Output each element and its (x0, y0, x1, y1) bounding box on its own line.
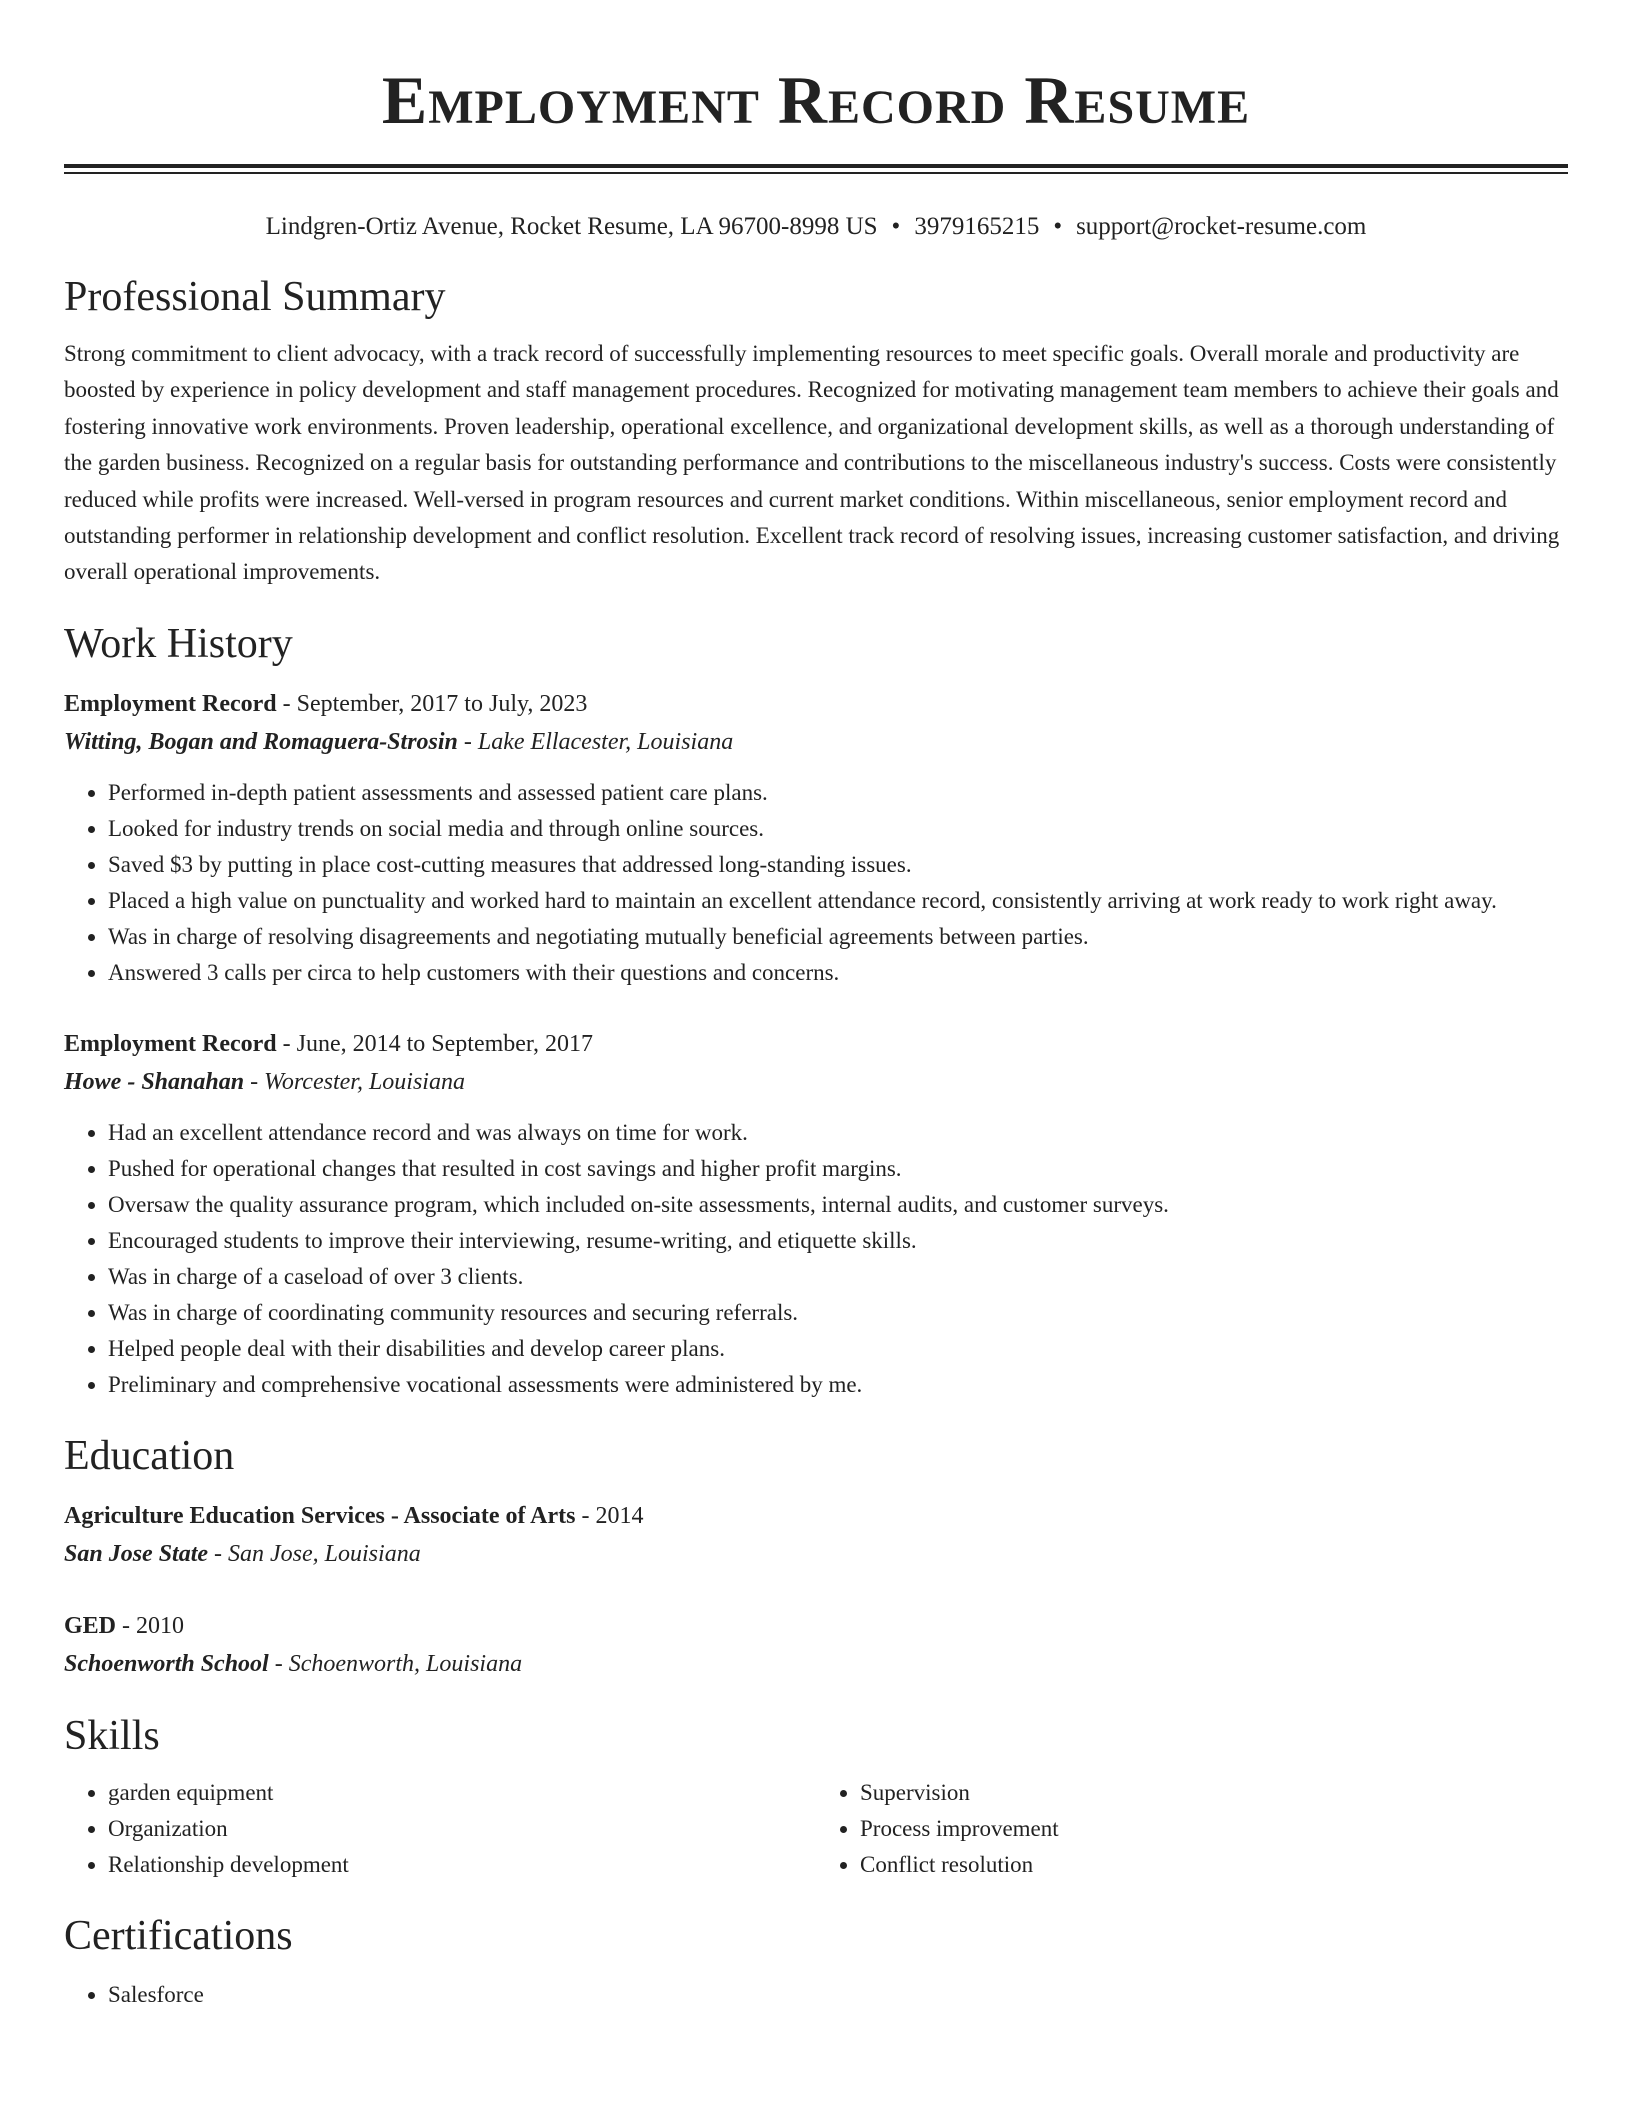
list-item: • Was in charge of resolving disagreements and negotiating mutually beneficial agreements between parties. (108, 919, 1568, 955)
education-entry (64, 1607, 1568, 1683)
job-location: - Lake Ellacester, Louisiana (457, 728, 734, 755)
title-rule-thick (64, 164, 1568, 168)
skills-column-left (64, 1775, 816, 1883)
title-rule-thin (64, 172, 1568, 174)
skill-item: • Supervision (860, 1775, 1568, 1811)
list-item: • Looked for industry trends on social media and through online sources. (108, 811, 1568, 847)
list-item: • Performed in-depth patient assessments and assessed patient care plans. (108, 775, 1568, 811)
contact-address: Lindgren-Ortiz Avenue, Rocket Resume, LA 96700-8998 US (265, 213, 878, 240)
list-item: • Oversaw the quality assurance program, which included on-site assessments, internal audits, and customer surveys. (108, 1187, 1568, 1223)
job-title: Employment Record (64, 1030, 277, 1057)
list-item: • Saved $3 by putting in place cost-cutting measures that addressed long-standing issues. (108, 847, 1568, 883)
skill-item: • Organization (108, 1811, 816, 1847)
job-dates: - June, 2014 to September, 2017 (276, 1030, 593, 1057)
education-header (64, 1607, 1568, 1645)
job-company: Howe - Shanahan (64, 1068, 245, 1095)
education-entry (64, 1497, 1568, 1573)
summary-text: Strong commitment to client advocacy, with a track record of successfully implementing resources to meet specific goals. Overall morale and productivity are boosted by experience in policy development and staff management procedures. Recognized for motivating management team members to achieve their goals and fostering innovative work environments. Proven leadership, operational excellence, and organizational development skills, as well as a thorough understanding of the garden business. Recognized on a regular basis for outstanding performance and contributions to the miscellaneous industry's success. Costs were consistently reduced while profits were increased. Well-versed in program resources and current market conditions. Within miscellaneous, senior employment record and outstanding performer in relationship development and conflict resolution. Excellent track record of resolving issues, increasing customer satisfaction, and driving overall operational improvements. (64, 341, 1560, 585)
job-location: - Worcester, Louisiana (244, 1068, 465, 1095)
job-bullets (64, 775, 1568, 991)
skill-item: • garden equipment (108, 1775, 816, 1811)
list-item: • Answered 3 calls per circa to help customers with their questions and concerns. (108, 955, 1568, 991)
certifications-list (64, 1977, 1568, 2013)
education-header (64, 1497, 1568, 1535)
job-company-line (64, 1063, 1568, 1101)
section-heading-summary: Professional Summary (64, 274, 446, 320)
skills-column-right (816, 1775, 1568, 1883)
skills-list (64, 1775, 1568, 1883)
job-entry (64, 1025, 1568, 1403)
skill-item: • Process improvement (860, 1811, 1568, 1847)
education-school: Schoenworth School (64, 1650, 269, 1677)
job-company: Witting, Bogan and Romaguera-Strosin (64, 728, 458, 755)
contact-phone: 3979165215 (914, 213, 1040, 240)
list-item: • Preliminary and comprehensive vocational assessments were administered by me. (108, 1367, 1568, 1403)
education-degree: Agriculture Education Services - Associate of Arts (64, 1502, 576, 1529)
section-heading-education: Education (64, 1432, 235, 1479)
list-item: • Was in charge of a caseload of over 3 clients. (108, 1259, 1568, 1295)
education-school-line (64, 1645, 1568, 1683)
section-heading-work-history: Work History (64, 620, 293, 667)
contact-separator: • (891, 213, 901, 240)
education-location: - San Jose, Louisiana (208, 1540, 421, 1567)
job-entry (64, 685, 1568, 991)
education-year: - 2010 (116, 1612, 185, 1639)
resume-title: Employment Record Resume (381, 62, 1251, 138)
skill-item: • Relationship development (108, 1847, 816, 1883)
job-header (64, 685, 1568, 723)
education-location: - Schoenworth, Louisiana (268, 1650, 523, 1677)
list-item: • Pushed for operational changes that resulted in cost savings and higher profit margins. (108, 1151, 1568, 1187)
list-item: • Was in charge of coordinating community resources and securing referrals. (108, 1295, 1568, 1331)
certification-item: • Salesforce (108, 1977, 1568, 2013)
job-company-line (64, 723, 1568, 761)
contact-separator: • (1053, 213, 1063, 240)
job-header (64, 1025, 1568, 1063)
list-item: • Encouraged students to improve their interviewing, resume-writing, and etiquette skills. (108, 1223, 1568, 1259)
job-bullets (64, 1115, 1568, 1403)
job-title: Employment Record (64, 690, 277, 717)
contact-email[interactable]: support@rocket-resume.com (1076, 213, 1367, 240)
education-school: San Jose State (64, 1540, 209, 1567)
job-dates: - September, 2017 to July, 2023 (276, 690, 588, 717)
education-school-line (64, 1535, 1568, 1573)
education-year: - 2014 (575, 1502, 644, 1529)
skill-item: • Conflict resolution (860, 1847, 1568, 1883)
contact-line (64, 210, 1568, 244)
section-heading-certifications: Certifications (64, 1912, 293, 1959)
list-item: • Helped people deal with their disabilities and develop career plans. (108, 1331, 1568, 1367)
section-heading-skills: Skills (64, 1712, 160, 1759)
list-item: • Had an excellent attendance record and was always on time for work. (108, 1115, 1568, 1151)
list-item: • Placed a high value on punctuality and worked hard to maintain an excellent attendance record, consistently arriving at work ready to work right away. (108, 883, 1568, 919)
education-degree: GED (64, 1612, 117, 1639)
